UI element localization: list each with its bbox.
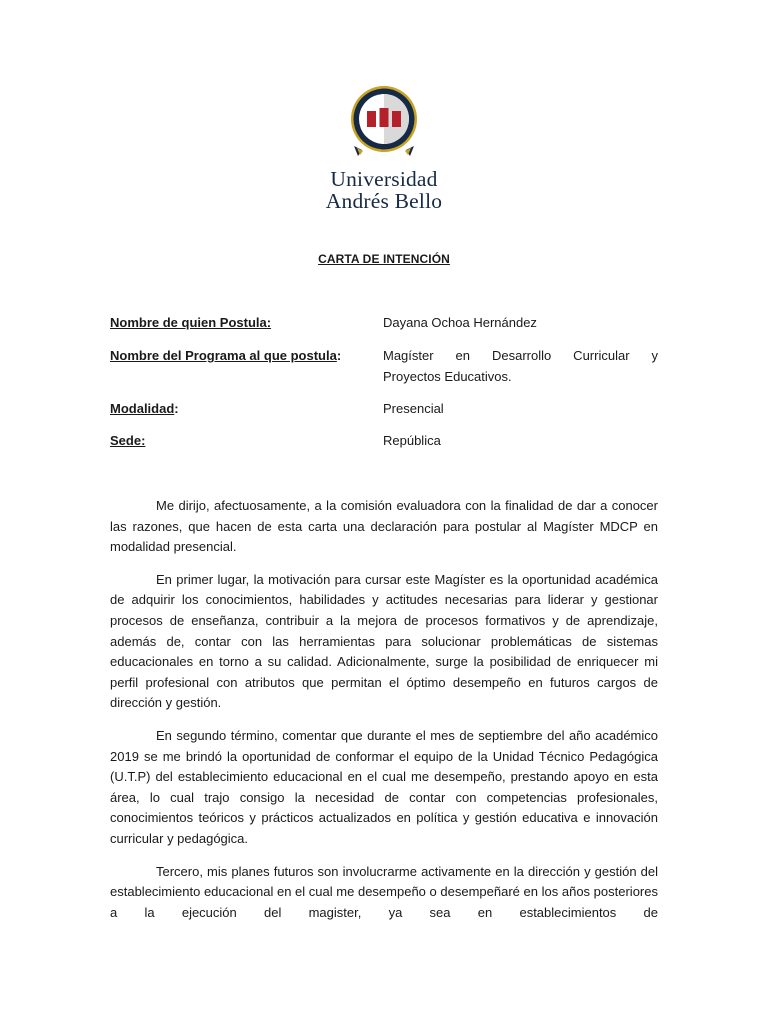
paragraph: Me dirijo, afectuosamente, a la comisión evaluadora con la finalidad de dar a conocer las razones, que hacen de esta carta una declaración para postular al Magíster MDCP en modalidad presencial. (110, 498, 658, 555)
info-label: Nombre del Programa al que postula: (110, 348, 342, 363)
info-value: República (383, 433, 441, 448)
logo-text-line2: Andrés Bello (325, 189, 443, 213)
document-title: CARTA DE INTENCIÓN (318, 252, 450, 266)
info-label: Nombre de quien Postula: (110, 315, 272, 330)
info-label: Modalidad: (110, 401, 179, 416)
letter-body (110, 496, 658, 935)
paragraph: En segundo término, comentar que durante el mes de septiembre del año académico 2019 se me brindó la oportunidad de conformar el equipo de la Unidad Técnico Pedagógica (U.T.P) del establecimiento educacional en el cual me desempeño, prestando apoyo en esta área, lo cual trajo consigo la necesidad de contar con competencias profesionales, conocimientos teóricos y prácticos actualizados en política y gestión educativa e innovación curricular y pedagógica. (110, 727, 658, 846)
university-logo (0, 84, 768, 212)
paragraph: Tercero, mis planes futuros son involucrarme activamente en la dirección y gestión del establecimiento educacional en el cual me desempeño o desempeñaré en los años posteriores a la ejecución del magister, ya sea en establecimientos de (110, 863, 658, 920)
logo-text-line1: Universidad (330, 167, 438, 191)
info-value: Dayana Ochoa Hernández (383, 315, 537, 330)
info-value: Presencial (383, 401, 444, 416)
info-value: Magíster en Desarrollo Curricular y Proyectos Educativos. (383, 348, 658, 384)
paragraph: En primer lugar, la motivación para cursar este Magíster es la oportunidad académica de adquirir los conocimientos, habilidades y actitudes necesarias para liderar y gestionar procesos de enseñanza, contribuir a la mejora de procesos formativos y de aprendizaje, además de, contar con las herramientas para solucionar problemáticas de sistemas educacionales en torno a su calidad. Adicionalmente, surge la posibilidad de enriquecer mi perfil profesional con atributos que permitan el óptimo desempeño en futuros cargos de dirección y gestión. (110, 571, 658, 711)
info-label: Sede: (110, 433, 146, 448)
university-seal-icon (348, 84, 420, 162)
